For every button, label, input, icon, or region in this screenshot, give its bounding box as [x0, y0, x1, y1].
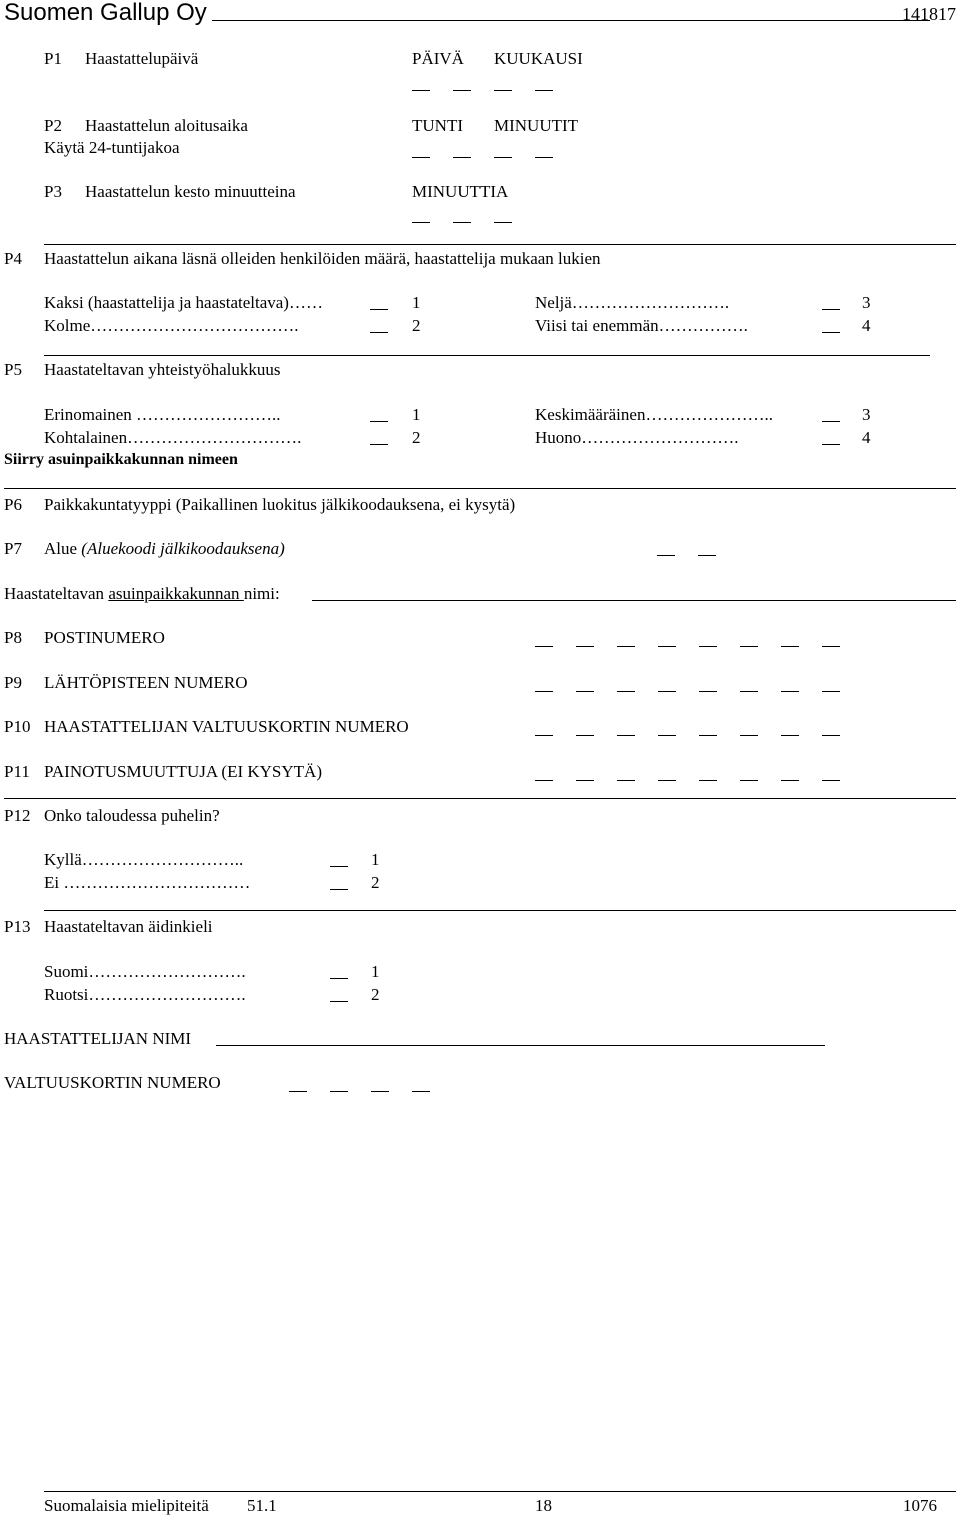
p5-option-1-blank[interactable]: [370, 421, 388, 422]
interviewer-name-input-line[interactable]: [216, 1045, 825, 1046]
document-number: 141817: [902, 4, 956, 24]
interviewer-card-label: VALTUUSKORTIN NUMERO: [4, 1073, 221, 1092]
p5-number: P5: [4, 360, 22, 379]
p11-digit-8[interactable]: [822, 780, 840, 781]
section-rule-p12: [4, 798, 956, 799]
p10-digit-6[interactable]: [740, 735, 758, 736]
p10-digit-4[interactable]: [658, 735, 676, 736]
p2-hour-label: TUNTI: [412, 116, 463, 135]
p12-option-1-blank[interactable]: [330, 866, 348, 867]
p9-number: P9: [4, 673, 22, 692]
p8-digit-1[interactable]: [535, 646, 553, 647]
interviewer-name-label: HAASTATTELIJAN NIMI: [4, 1029, 192, 1048]
p3-label: Haastattelun kesto minuutteina: [85, 182, 296, 201]
p3-digit-2[interactable]: [453, 222, 471, 223]
p13-option-1: Suomi……………………….: [44, 962, 246, 981]
p10-digit-1[interactable]: [535, 735, 553, 736]
p2-label: Haastattelun aloitusaika: [85, 116, 248, 135]
p7-digit-1[interactable]: [657, 555, 675, 556]
p1-number: P1: [44, 49, 62, 68]
p2-hour-digit-2[interactable]: [453, 157, 471, 158]
p1-month-label: KUUKAUSI: [494, 49, 583, 68]
p1-day-digit-2[interactable]: [453, 90, 471, 91]
p8-digit-5[interactable]: [699, 646, 717, 647]
p10-digit-7[interactable]: [781, 735, 799, 736]
section-rule-p4: [44, 244, 956, 245]
p6-label: Paikkakuntatyyppi (Paikallinen luokitus jälkikoodauksena, ei kysytä): [44, 495, 516, 514]
p3-minutes-label: MINUUTTIA: [412, 182, 509, 201]
p5-option-3-blank[interactable]: [822, 421, 840, 422]
p4-option-1-code: 1: [412, 293, 421, 312]
p9-digit-7[interactable]: [781, 691, 799, 692]
hometown-label-suffix: nimi:: [243, 584, 280, 603]
p10-label: HAASTATTELIJAN VALTUUSKORTIN NUMERO: [44, 717, 409, 736]
p7-number: P7: [4, 539, 22, 558]
p4-option-1: Kaksi (haastattelija ja haastateltava)……: [44, 293, 323, 312]
p9-digit-5[interactable]: [699, 691, 717, 692]
p8-digit-6[interactable]: [740, 646, 758, 647]
p5-option-3-code: 3: [862, 405, 871, 424]
footer-rule: [44, 1491, 956, 1492]
p5-option-3: Keskimääräinen…………………..: [535, 405, 773, 424]
p4-number: P4: [4, 249, 22, 268]
p7-label-main: Alue: [44, 539, 78, 558]
p1-month-digit-2[interactable]: [535, 90, 553, 91]
p4-option-1-blank[interactable]: [370, 309, 388, 310]
p13-option-1-blank[interactable]: [330, 978, 348, 979]
p4-option-4-code: 4: [862, 316, 871, 335]
p3-digit-1[interactable]: [412, 222, 430, 223]
p4-option-3: Neljä……………………….: [535, 293, 730, 312]
p9-digit-8[interactable]: [822, 691, 840, 692]
p11-digit-2[interactable]: [576, 780, 594, 781]
p2-number: P2: [44, 116, 62, 135]
p4-option-3-code: 3: [862, 293, 871, 312]
p11-digit-6[interactable]: [740, 780, 758, 781]
hometown-label: [4, 585, 280, 602]
section-rule-p6: [4, 488, 956, 489]
p11-digit-1[interactable]: [535, 780, 553, 781]
p8-digit-7[interactable]: [781, 646, 799, 647]
p10-digit-3[interactable]: [617, 735, 635, 736]
p5-option-4: Huono……………………….: [535, 428, 739, 447]
card-digit-3[interactable]: [371, 1091, 389, 1092]
p2-note: Käytä 24-tuntijakoa: [44, 138, 180, 157]
p4-option-2: Kolme……………………………….: [44, 316, 299, 335]
footer-version: 51.1: [247, 1496, 277, 1515]
p10-number: P10: [4, 717, 31, 736]
p1-day-digit-1[interactable]: [412, 90, 430, 91]
p5-option-1-code: 1: [412, 405, 421, 424]
hometown-label-underlined: asuinpaikkakunnan: [108, 584, 244, 603]
p3-digit-3[interactable]: [494, 222, 512, 223]
p12-option-1: Kyllä………………………..: [44, 850, 244, 869]
p6-number: P6: [4, 495, 22, 514]
p8-number: P8: [4, 628, 22, 647]
section-rule-p13: [44, 910, 956, 911]
p11-digit-4[interactable]: [658, 780, 676, 781]
p12-number: P12: [4, 806, 31, 825]
p8-digit-4[interactable]: [658, 646, 676, 647]
p1-label: Haastattelupäivä: [85, 49, 199, 68]
p11-number: P11: [4, 762, 30, 781]
p2-minute-digit-1[interactable]: [494, 157, 512, 158]
p9-digit-1[interactable]: [535, 691, 553, 692]
p5-skip-instruction: Siirry asuinpaikkakunnan nimeen: [4, 451, 238, 468]
p13-option-1-code: 1: [371, 962, 380, 981]
p5-option-2-code: 2: [412, 428, 421, 447]
p7-digit-2[interactable]: [698, 555, 716, 556]
p8-digit-8[interactable]: [822, 646, 840, 647]
p7-label: [44, 540, 285, 557]
p8-digit-3[interactable]: [617, 646, 635, 647]
p1-day-label: PÄIVÄ: [412, 49, 464, 68]
hometown-input-line[interactable]: [312, 600, 956, 601]
footer-title: Suomalaisia mielipiteitä: [44, 1496, 209, 1515]
p8-digit-2[interactable]: [576, 646, 594, 647]
p11-digit-5[interactable]: [699, 780, 717, 781]
p3-number: P3: [44, 182, 62, 201]
p13-label: Haastateltavan äidinkieli: [44, 917, 213, 936]
footer-page: 18: [535, 1496, 552, 1515]
card-digit-1[interactable]: [289, 1091, 307, 1092]
p2-minute-digit-2[interactable]: [535, 157, 553, 158]
hometown-label-prefix: Haastateltavan: [4, 584, 109, 603]
p9-label: LÄHTÖPISTEEN NUMERO: [44, 673, 248, 692]
p4-label: Haastattelun aikana läsnä olleiden henkilöiden määrä, haastattelija mukaan lukien: [44, 249, 601, 268]
p9-digit-3[interactable]: [617, 691, 635, 692]
p4-option-2-code: 2: [412, 316, 421, 335]
p7-label-note: (Aluekoodi jälkikoodauksena): [81, 539, 285, 558]
p11-digit-7[interactable]: [781, 780, 799, 781]
p5-option-4-blank[interactable]: [822, 444, 840, 445]
p11-digit-3[interactable]: [617, 780, 635, 781]
p13-option-2-blank[interactable]: [330, 1001, 348, 1002]
p8-label: POSTINUMERO: [44, 628, 165, 647]
p12-option-2: Ei ……………………………: [44, 873, 251, 892]
p4-option-4-blank[interactable]: [822, 332, 840, 333]
p1-month-digit-1[interactable]: [494, 90, 512, 91]
p12-option-2-code: 2: [371, 873, 380, 892]
p9-digit-4[interactable]: [658, 691, 676, 692]
header-rule: [212, 20, 930, 21]
footer-total: 1076: [903, 1496, 937, 1515]
p10-digit-5[interactable]: [699, 735, 717, 736]
p4-option-4: Viisi tai enemmän…………….: [535, 316, 748, 335]
p12-option-2-blank[interactable]: [330, 889, 348, 890]
p4-option-2-blank[interactable]: [370, 332, 388, 333]
p13-option-2-code: 2: [371, 985, 380, 1004]
p9-digit-6[interactable]: [740, 691, 758, 692]
p13-number: P13: [4, 917, 31, 936]
p5-option-2: Kohtalainen………………………….: [44, 428, 302, 447]
p11-label: PAINOTUSMUUTTUJA (EI KYSYTÄ): [44, 762, 322, 781]
p12-option-1-code: 1: [371, 850, 380, 869]
card-digit-2[interactable]: [330, 1091, 348, 1092]
p5-label: Haastateltavan yhteistyöhalukkuus: [44, 360, 281, 379]
p5-option-1: Erinomainen ……………………..: [44, 405, 281, 424]
p9-digit-2[interactable]: [576, 691, 594, 692]
p12-label: Onko taloudessa puhelin?: [44, 806, 220, 825]
p13-option-2: Ruotsi……………………….: [44, 985, 246, 1004]
p10-digit-8[interactable]: [822, 735, 840, 736]
p5-option-2-blank[interactable]: [370, 444, 388, 445]
p10-digit-2[interactable]: [576, 735, 594, 736]
p5-option-4-code: 4: [862, 428, 871, 447]
card-digit-4[interactable]: [412, 1091, 430, 1092]
company-name: Suomen Gallup Oy: [4, 0, 207, 26]
p2-minute-label: MINUUTIT: [494, 116, 579, 135]
p4-option-3-blank[interactable]: [822, 309, 840, 310]
section-rule-p5: [44, 355, 930, 356]
p2-hour-digit-1[interactable]: [412, 157, 430, 158]
